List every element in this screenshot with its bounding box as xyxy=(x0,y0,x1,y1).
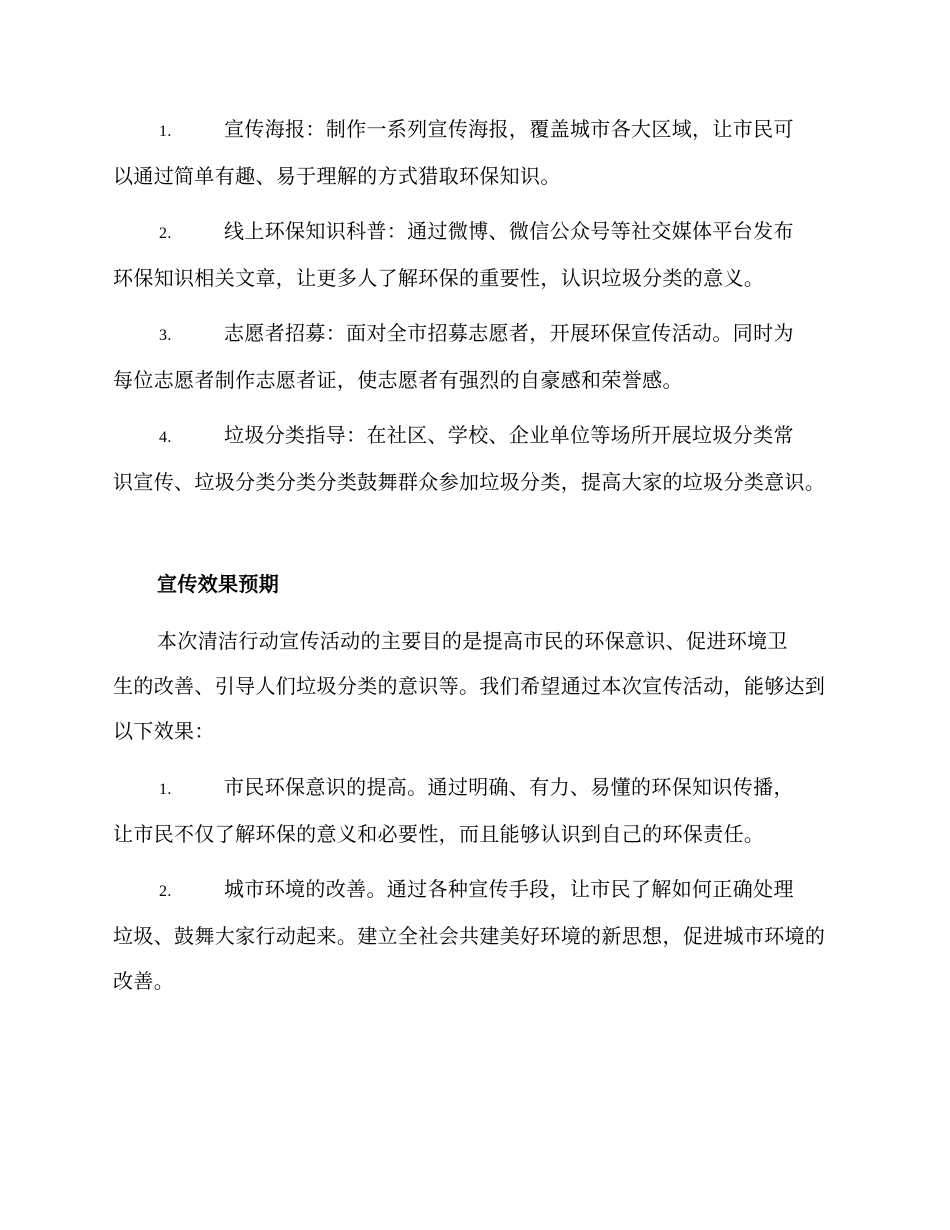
list-item-text: 市民环保意识的提高。通过明确、有力、易懂的环保知识传播， xyxy=(224,775,794,799)
list-item-continuation: 让市民不仅了解环保的意义和必要性，而且能够认识到自己的环保责任。 xyxy=(113,822,765,846)
intro-text: 本次清洁行动宣传活动的主要目的是提高市民的环保意识、促进环境卫 xyxy=(157,629,788,653)
list-number: 2. xyxy=(159,883,172,900)
list-item xyxy=(113,765,835,857)
list-item-text: 宣传海报：制作一系列宣传海报，覆盖城市各大区域，让市民可 xyxy=(224,117,794,141)
list-item-text: 志愿者招募：面对全市招募志愿者，开展环保宣传活动。同时为 xyxy=(224,321,794,345)
list-item-text: 线上环保知识科普：通过微博、微信公众号等社交媒体平台发布 xyxy=(224,219,794,243)
list-item-continuation: 每位志愿者制作志愿者证，使志愿者有强烈的自豪感和荣誉感。 xyxy=(113,368,683,392)
list-item xyxy=(113,209,835,301)
list-item xyxy=(113,107,835,199)
list-item xyxy=(113,867,835,1004)
intro-continuation: 生的改善、引导人们垃圾分类的意识等。我们希望通过本次宣传活动，能够达到以下效果： xyxy=(113,674,826,743)
list-item-continuation: 环保知识相关文章，让更多人了解环保的重要性，认识垃圾分类的意义。 xyxy=(113,266,765,290)
list-item-continuation: 识宣传、垃圾分类分类分类鼓舞群众参加垃圾分类，提高大家的垃圾分类意识。 xyxy=(113,470,826,494)
list-number: 1. xyxy=(159,781,172,798)
section-heading: 宣传效果预期 xyxy=(157,572,280,596)
list-item xyxy=(113,311,835,403)
list-item xyxy=(113,413,835,505)
list-item-continuation: 垃圾、鼓舞大家行动起来。建立全社会共建美好环境的新思想，促进城市环境的改善。 xyxy=(113,924,826,993)
list-number: 2. xyxy=(159,225,172,242)
list-item-continuation: 以通过简单有趣、易于理解的方式猎取环保知识。 xyxy=(113,164,561,188)
list-item-text: 垃圾分类指导：在社区、学校、企业单位等场所开展垃圾分类常 xyxy=(224,423,794,447)
list-number: 3. xyxy=(159,327,172,344)
intro-paragraph xyxy=(113,619,835,754)
list-item-text: 城市环境的改善。通过各种宣传手段，让市民了解如何正确处理 xyxy=(224,877,794,901)
list-number: 4. xyxy=(159,429,172,446)
list-number: 1. xyxy=(159,123,172,140)
